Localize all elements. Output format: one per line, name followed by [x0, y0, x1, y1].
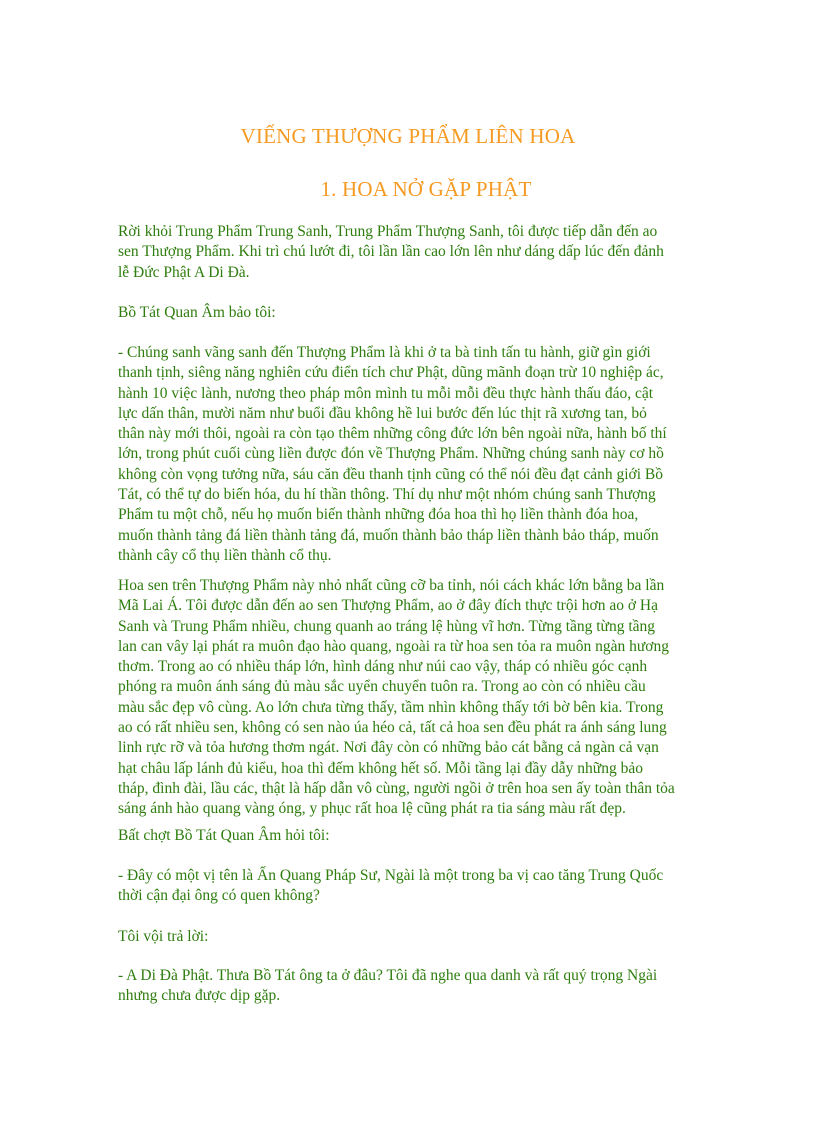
text-line: Bồ Tát Quan Âm bảo tôi: [118, 304, 276, 321]
text-line: sáng ánh hào quang vàng óng, y phục rất hoa lệ cũng phát ra tia sáng màu rất đẹp. [118, 800, 626, 818]
text-line: - A Di Đà Phật. Thưa Bồ Tát ông ta ở đâu? Tôi đã nghe qua danh và rất quý trọng Ngài [118, 967, 658, 984]
page-title: VIẾNG THƯỢNG PHẨM LIÊN HOA [240, 124, 576, 148]
paragraph-6 [118, 866, 706, 907]
paragraph-8 [118, 966, 706, 1007]
text-line: phóng ra muôn ánh sáng đủ màu sắc uyển chuyển tuôn ra. Trong ao còn có nhiều cầu [118, 678, 646, 696]
text-line: thanh tịnh, siêng năng nghiên cứu điển tích chư Phật, dũng mãnh đoạn trừ 10 nghiệp ác, [118, 364, 664, 382]
paragraph-1 [118, 222, 706, 283]
text-line: Mã Lai Á. Tôi được dẫn đến ao sen Thượng Phẩm, ao ở đây đích thực trội hơn ao ở Hạ [118, 597, 658, 615]
text-line: màu sắc đẹp vô cùng. Ao lớn chưa từng thấy, tầm nhìn không thấy tới bờ bên kia. Trong [118, 698, 664, 716]
section-heading: 1. HOA NỞ GẶP PHẬT [320, 177, 532, 201]
text-line: lan can vây lại phát ra muôn đạo hào quang, ngoài ra từ hoa sen tỏa ra muôn ngàn hương [118, 637, 669, 655]
text-line: không còn vọng tưởng nữa, sáu căn đều thanh tịnh cũng có thể nói đều đạt cảnh giới Bồ [118, 465, 664, 483]
text-line: Phẩm tu một chỗ, nếu họ muốn biến thành những đóa hoa thì họ liền thành đóa hoa, [118, 506, 639, 524]
paragraph-7 [118, 927, 706, 947]
text-line: tháp, đình đài, lầu các, thật là hấp dẫn vô cùng, người ngồi ở trên hoa sen ấy toàn thân tỏa [118, 779, 675, 797]
paragraph-2 [118, 303, 706, 323]
text-line: Rời khỏi Trung Phẩm Trung Sanh, Trung Phẩm Thượng Sanh, tôi được tiếp dẫn đến ao [118, 223, 658, 240]
text-line: thời cận đại ông có quen không? [118, 887, 320, 905]
text-line: Tát, có thể tự do biến hóa, du hí thần thông. Thí dụ như một nhóm chúng sanh Thượng [118, 486, 656, 504]
text-line: - Chúng sanh vãng sanh đến Thượng Phẩm là khi ở ta bà tinh tấn tu hành, giữ gìn giới [118, 344, 651, 361]
text-line: sen Thượng Phẩm. Khi trì chú lướt đi, tôi lần lần cao lớn lên như dáng dấp lúc đến đảnh [118, 243, 664, 261]
text-line: lớn, trong phút cuối cùng liền được đón về Thượng Phẩm. Những chúng sanh này cơ hồ [118, 445, 664, 463]
text-line: muốn thành tảng đá liền thành tảng đá, muốn thành bảo tháp liền thành bảo tháp, muốn [118, 526, 659, 544]
text-line: Tôi vội trả lời: [118, 928, 209, 945]
text-line: Bất chợt Bồ Tát Quan Âm hỏi tôi: [118, 827, 330, 844]
text-line: - Đây có một vị tên là Ấn Quang Pháp Sư, Ngài là một trong ba vị cao tăng Trung Quốc [118, 867, 664, 884]
text-line: thân này mới thôi, ngoài ra còn tạo thêm những công đức lớn bên ngoài nữa, hành bố thí [118, 425, 667, 443]
text-line: hành 10 việc lành, nương theo pháp môn mình tu mỗi mỗi đều thực hành thấu đáo, cật [118, 384, 654, 402]
text-line: linh rực rỡ và tỏa hương thơm ngát. Nơi đây còn có những bảo cát bằng cả ngàn cả vạn [118, 739, 659, 757]
paragraph-5 [118, 826, 706, 846]
paragraph-3 [118, 343, 706, 566]
text-line: thơm. Trong ao có nhiều tháp lớn, hình dáng như núi cao vậy, tháp có nhiều góc cạnh [118, 658, 648, 676]
text-line: lực dấn thân, mười năm như buổi đầu không hề lui bước đến lúc thịt rã xương tan, bỏ [118, 404, 647, 422]
text-line: thành cây cổ thụ liền thành cổ thụ. [118, 546, 332, 564]
text-line: Sanh và Trung Phẩm nhiều, chung quanh ao tráng lệ hùng vĩ hơn. Từng tầng từng tầng [118, 617, 656, 635]
text-line: Hoa sen trên Thượng Phẩm này nhỏ nhất cũng cỡ ba tỉnh, nói cách khác lớn bằng ba lần [118, 577, 665, 594]
text-line: nhưng chưa được dịp gặp. [118, 987, 281, 1005]
text-line: lễ Đức Phật A Di Đà. [118, 263, 250, 281]
text-line: ao có rất nhiều sen, không có sen nào úa héo cả, tất cả hoa sen đều phát ra ánh sáng lung [118, 719, 667, 737]
text-line: hạt châu lấp lánh đủ kiểu, hoa thì đếm không hết số. Mỗi tầng lại đầy dẫy những bảo [118, 759, 643, 777]
paragraph-4 [118, 576, 706, 820]
